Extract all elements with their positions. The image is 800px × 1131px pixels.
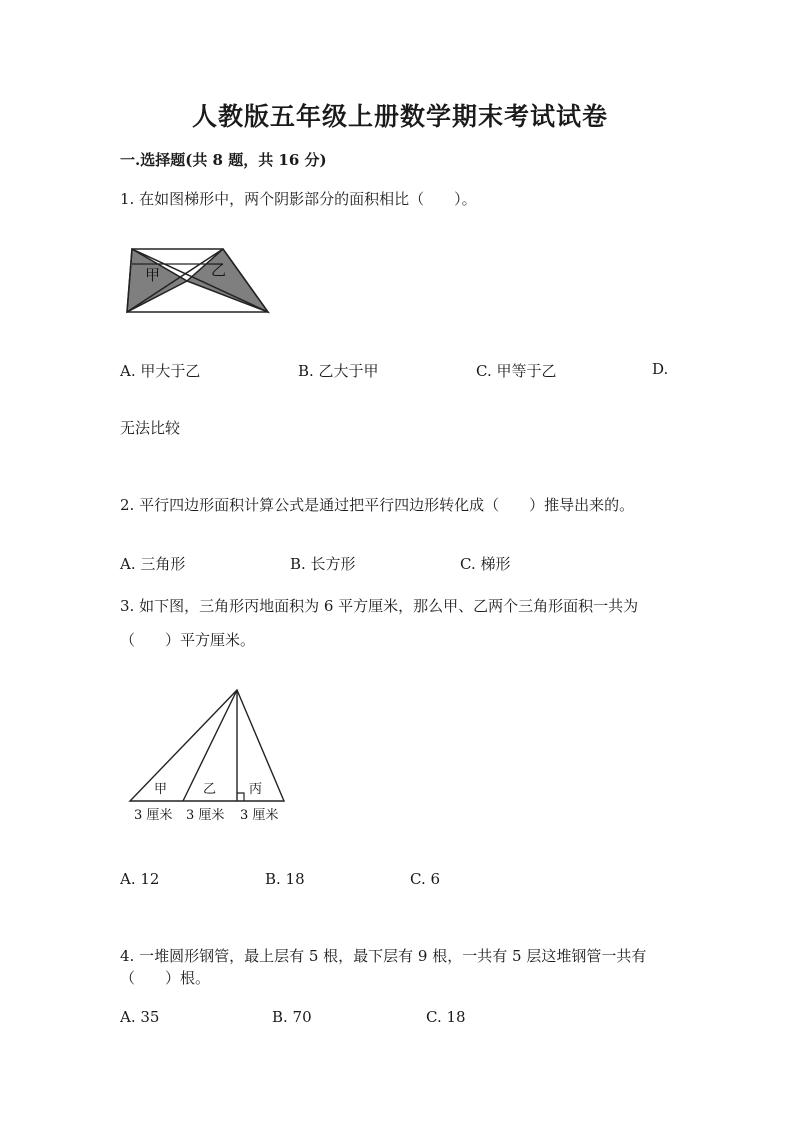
option-b[interactable]: B. 长方形 — [290, 555, 356, 573]
triangle-figure — [120, 680, 300, 826]
label-jia: 甲 — [145, 266, 161, 284]
option-a[interactable]: A. 甲大于乙 — [120, 362, 201, 380]
section-heading: 一.选择题(共 8 题，共 16 分) — [120, 151, 327, 169]
bottom-label: 3 厘米 — [134, 808, 173, 823]
label-yi: 乙 — [203, 782, 217, 797]
question-4-text-line1: 4. 一堆圆形钢管，最上层有 5 根，最下层有 9 根，一共有 5 层这堆钢管一共有 — [120, 947, 647, 965]
right-angle-mark — [237, 793, 244, 801]
question-2-text: 2. 平行四边形面积计算公式是通过把平行四边形转化成（ ）推导出来的。 — [120, 496, 635, 514]
option-a[interactable]: A. 12 — [120, 870, 160, 888]
question-3-text-line1: 3. 如下图，三角形丙地面积为 6 平方厘米，那么甲、乙两个三角形面积一共为 — [120, 597, 639, 615]
option-d[interactable]: D. — [652, 360, 669, 378]
label-jia: 甲 — [154, 782, 168, 797]
option-c[interactable]: C. 梯形 — [460, 555, 511, 573]
option-b[interactable]: B. 70 — [272, 1008, 312, 1026]
option-d-text[interactable]: 无法比较 — [120, 419, 181, 437]
label-yi: 乙 — [211, 261, 227, 279]
option-c[interactable]: C. 18 — [426, 1008, 466, 1026]
option-a[interactable]: A. 三角形 — [120, 555, 186, 573]
option-b[interactable]: B. 乙大于甲 — [298, 362, 379, 380]
question-1-text: 1. 在如图梯形中，两个阴影部分的面积相比（ ）。 — [120, 190, 477, 208]
bottom-label: 3 厘米 — [240, 808, 279, 823]
label-bing: 丙 — [249, 782, 263, 797]
trapezoid-figure — [118, 242, 278, 318]
option-a[interactable]: A. 35 — [120, 1008, 160, 1026]
page-title: 人教版五年级上册数学期末考试试卷 — [191, 102, 608, 131]
option-c[interactable]: C. 甲等于乙 — [476, 362, 557, 380]
option-c[interactable]: C. 6 — [410, 870, 441, 888]
question-4-text-line2: （ ）根。 — [120, 969, 211, 987]
option-b[interactable]: B. 18 — [265, 870, 305, 888]
bottom-label: 3 厘米 — [186, 808, 225, 823]
question-3-text-line2: （ ）平方厘米。 — [120, 631, 256, 649]
